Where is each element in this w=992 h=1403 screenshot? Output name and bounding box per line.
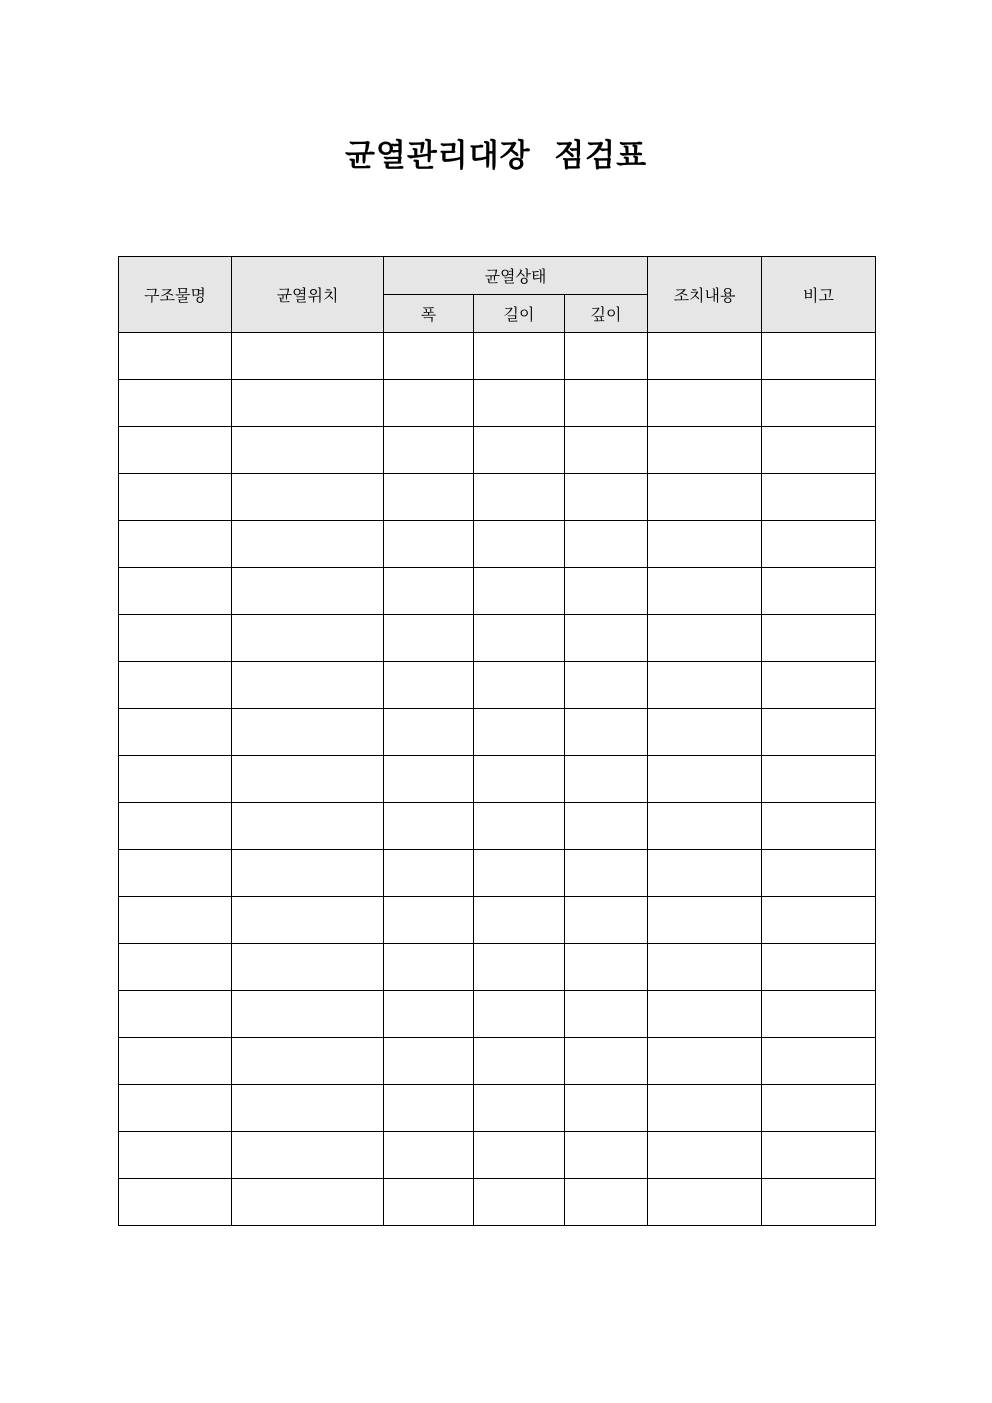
crack-location-cell[interactable] [232,850,384,897]
remarks-cell[interactable] [762,568,876,615]
action-taken-cell[interactable] [648,333,762,380]
action-taken-cell[interactable] [648,474,762,521]
crack-location-cell[interactable] [232,1038,384,1085]
table-row [119,991,876,1038]
remarks-cell[interactable] [762,1038,876,1085]
remarks-cell[interactable] [762,333,876,380]
length-cell[interactable] [474,1179,565,1226]
header-width: 폭 [384,295,474,333]
depth-cell[interactable] [565,803,648,850]
length-cell[interactable] [474,756,565,803]
table-row [119,521,876,568]
depth-cell[interactable] [565,1038,648,1085]
crack-location-cell[interactable] [232,521,384,568]
width-cell[interactable] [384,427,474,474]
table-row [119,897,876,944]
depth-cell[interactable] [565,709,648,756]
remarks-cell[interactable] [762,756,876,803]
header-crack-location: 균열위치 [232,257,384,333]
remarks-cell[interactable] [762,897,876,944]
width-cell[interactable] [384,897,474,944]
table-row [119,803,876,850]
length-cell[interactable] [474,427,565,474]
depth-cell[interactable] [565,662,648,709]
action-taken-cell[interactable] [648,897,762,944]
length-cell[interactable] [474,897,565,944]
crack-location-cell[interactable] [232,1132,384,1179]
length-cell[interactable] [474,521,565,568]
structure-name-cell[interactable] [119,1038,232,1085]
crack-location-cell[interactable] [232,1179,384,1226]
action-taken-cell[interactable] [648,1085,762,1132]
depth-cell[interactable] [565,380,648,427]
remarks-cell[interactable] [762,380,876,427]
structure-name-cell[interactable] [119,803,232,850]
depth-cell[interactable] [565,427,648,474]
width-cell[interactable] [384,756,474,803]
table-row [119,427,876,474]
table-body [119,333,876,1226]
width-cell[interactable] [384,944,474,991]
length-cell[interactable] [474,474,565,521]
action-taken-cell[interactable] [648,803,762,850]
action-taken-cell[interactable] [648,521,762,568]
structure-name-cell[interactable] [119,850,232,897]
crack-location-cell[interactable] [232,662,384,709]
width-cell[interactable] [384,380,474,427]
depth-cell[interactable] [565,521,648,568]
structure-name-cell[interactable] [119,615,232,662]
width-cell[interactable] [384,991,474,1038]
length-cell[interactable] [474,944,565,991]
crack-location-cell[interactable] [232,944,384,991]
remarks-cell[interactable] [762,474,876,521]
remarks-cell[interactable] [762,521,876,568]
remarks-cell[interactable] [762,1179,876,1226]
structure-name-cell[interactable] [119,427,232,474]
length-cell[interactable] [474,1085,565,1132]
header-crack-status: 균열상태 [384,257,648,295]
action-taken-cell[interactable] [648,427,762,474]
crack-location-cell[interactable] [232,803,384,850]
crack-location-cell[interactable] [232,333,384,380]
structure-name-cell[interactable] [119,991,232,1038]
length-cell[interactable] [474,991,565,1038]
width-cell[interactable] [384,615,474,662]
remarks-cell[interactable] [762,662,876,709]
action-taken-cell[interactable] [648,1179,762,1226]
structure-name-cell[interactable] [119,1132,232,1179]
depth-cell[interactable] [565,850,648,897]
depth-cell[interactable] [565,991,648,1038]
width-cell[interactable] [384,521,474,568]
table-row [119,1085,876,1132]
header-structure-name: 구조물명 [119,257,232,333]
action-taken-cell[interactable] [648,380,762,427]
table-row [119,1132,876,1179]
action-taken-cell[interactable] [648,1038,762,1085]
action-taken-cell[interactable] [648,991,762,1038]
length-cell[interactable] [474,333,565,380]
table-row [119,1038,876,1085]
action-taken-cell[interactable] [648,756,762,803]
structure-name-cell[interactable] [119,897,232,944]
table-row [119,1179,876,1226]
header-action-taken: 조치내용 [648,257,762,333]
remarks-cell[interactable] [762,1132,876,1179]
structure-name-cell[interactable] [119,662,232,709]
length-cell[interactable] [474,615,565,662]
crack-location-cell[interactable] [232,709,384,756]
remarks-cell[interactable] [762,850,876,897]
action-taken-cell[interactable] [648,662,762,709]
header-length: 길이 [474,295,565,333]
length-cell[interactable] [474,1038,565,1085]
width-cell[interactable] [384,1038,474,1085]
action-taken-cell[interactable] [648,850,762,897]
remarks-cell[interactable] [762,427,876,474]
structure-name-cell[interactable] [119,568,232,615]
table-row [119,662,876,709]
crack-location-cell[interactable] [232,380,384,427]
structure-name-cell[interactable] [119,474,232,521]
remarks-cell[interactable] [762,803,876,850]
width-cell[interactable] [384,474,474,521]
table-row [119,568,876,615]
structure-name-cell[interactable] [119,709,232,756]
structure-name-cell[interactable] [119,380,232,427]
crack-location-cell[interactable] [232,615,384,662]
table-row [119,380,876,427]
document-title: 균열관리대장 점검표 [344,138,648,174]
header-depth: 깊이 [565,295,648,333]
depth-cell[interactable] [565,944,648,991]
length-cell[interactable] [474,1132,565,1179]
crack-location-cell[interactable] [232,1085,384,1132]
action-taken-cell[interactable] [648,1132,762,1179]
depth-cell[interactable] [565,897,648,944]
remarks-cell[interactable] [762,991,876,1038]
depth-cell[interactable] [565,474,648,521]
depth-cell[interactable] [565,615,648,662]
crack-location-cell[interactable] [232,568,384,615]
width-cell[interactable] [384,1085,474,1132]
width-cell[interactable] [384,850,474,897]
table-row [119,944,876,991]
crack-location-cell[interactable] [232,427,384,474]
table-row [119,756,876,803]
length-cell[interactable] [474,803,565,850]
action-taken-cell[interactable] [648,615,762,662]
table-row [119,709,876,756]
width-cell[interactable] [384,568,474,615]
structure-name-cell[interactable] [119,1179,232,1226]
width-cell[interactable] [384,1179,474,1226]
length-cell[interactable] [474,380,565,427]
length-cell[interactable] [474,568,565,615]
crack-location-cell[interactable] [232,474,384,521]
structure-name-cell[interactable] [119,756,232,803]
width-cell[interactable] [384,1132,474,1179]
depth-cell[interactable] [565,568,648,615]
action-taken-cell[interactable] [648,709,762,756]
remarks-cell[interactable] [762,709,876,756]
structure-name-cell[interactable] [119,944,232,991]
table-row [119,615,876,662]
depth-cell[interactable] [565,1085,648,1132]
crack-location-cell[interactable] [232,897,384,944]
crack-location-cell[interactable] [232,756,384,803]
structure-name-cell[interactable] [119,333,232,380]
depth-cell[interactable] [565,1179,648,1226]
width-cell[interactable] [384,709,474,756]
depth-cell[interactable] [565,1132,648,1179]
table-row [119,850,876,897]
width-cell[interactable] [384,803,474,850]
structure-name-cell[interactable] [119,1085,232,1132]
depth-cell[interactable] [565,333,648,380]
length-cell[interactable] [474,662,565,709]
width-cell[interactable] [384,662,474,709]
table-row [119,333,876,380]
depth-cell[interactable] [565,756,648,803]
structure-name-cell[interactable] [119,521,232,568]
length-cell[interactable] [474,709,565,756]
crack-inspection-table [118,256,876,1226]
header-remarks: 비고 [762,257,876,333]
table-row [119,474,876,521]
remarks-cell[interactable] [762,615,876,662]
crack-location-cell[interactable] [232,991,384,1038]
action-taken-cell[interactable] [648,568,762,615]
length-cell[interactable] [474,850,565,897]
remarks-cell[interactable] [762,1085,876,1132]
width-cell[interactable] [384,333,474,380]
remarks-cell[interactable] [762,944,876,991]
action-taken-cell[interactable] [648,944,762,991]
